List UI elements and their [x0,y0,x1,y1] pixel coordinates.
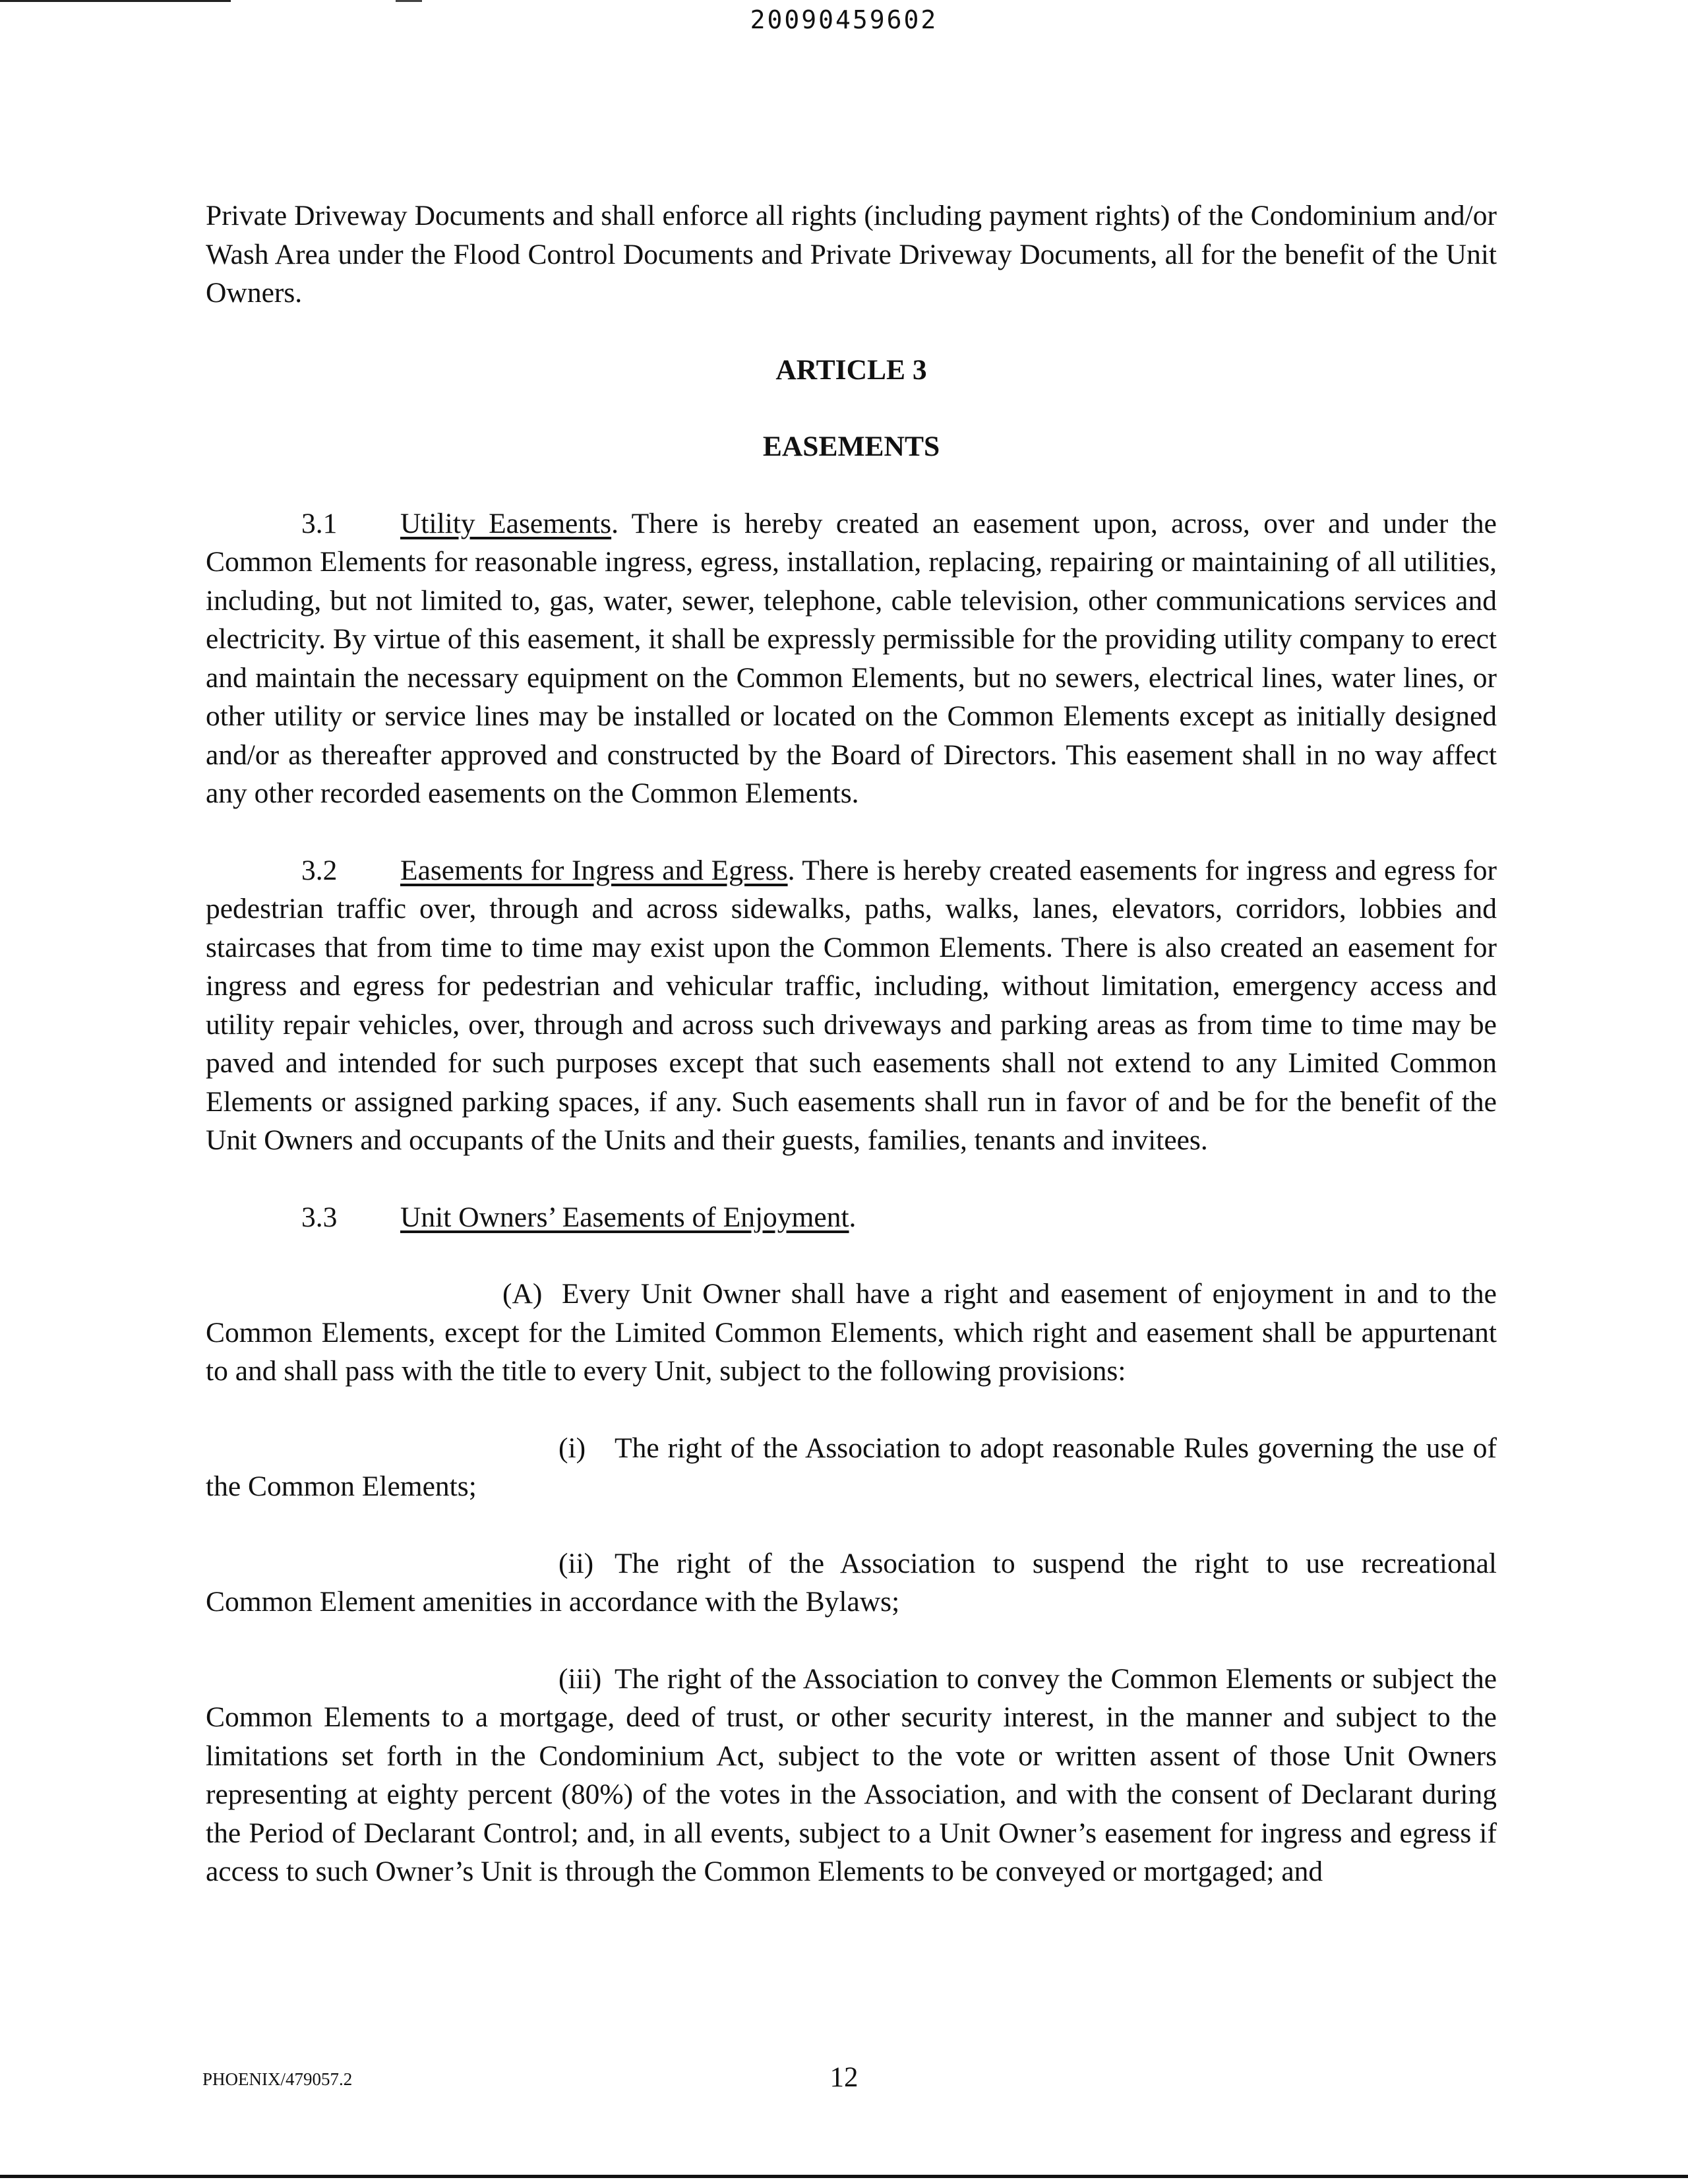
footer-document-id: PHOENIX/479057.2 [202,2069,353,2089]
section-heading: Easements for Ingress and Egress [400,854,788,886]
section-3-3 [206,1198,1497,1237]
provision-i [206,1429,1497,1506]
section-3-2 [206,851,1497,1160]
section-heading: Utility Easements [400,507,612,539]
section-body: . There is hereby created easements for ingress and egress for pedestrian traffic over, through and across sidewalks, paths, walks, lanes, elevators, corridors, lobbies and staircases that from time to time may exist upon the Common Elements. There is also created an easement for ingress and egress for pedestrian and vehicular traffic, including, without limitation, emergency access and utility repair vehicles, over, through and across such driveways and parking areas as from time to time may be paved and intended for such purposes except that such easements shall not extend to any Limited Common Elements or assigned parking spaces, if any. Such easements shall run in favor of and be for the benefit of the Unit Owners and occupants of the Units and their guests, families, tenants and invitees. [206,854,1497,1156]
subsection-label: (A) [502,1278,543,1310]
provision-text: The right of the Association to convey the Common Elements or subject the Common Elements to a mortgage, deed of trust, or other security interest, in the manner and subject to the limitations set forth in the Condominium Act, subject to the vote or written assent of those Unit Owners representing at eighty percent (80%) of the votes in the Association, and with the consent of Declarant during the Period of Declarant Control; and, in all events, subject to a Unit Owner’s easement for ingress and egress if access to such Owner’s Unit is through the Common Elements to be conveyed or mortgaged; and [206,1662,1497,1887]
article-title: EASEMENTS [762,431,940,462]
provision-ii [206,1544,1497,1622]
article-number: ARTICLE 3 [775,353,927,386]
provision-label: (iii) [558,1662,602,1695]
top-left-rule [0,0,231,2]
section-heading: Unit Owners’ Easements of Enjoyment [400,1201,849,1233]
provision-label: (ii) [558,1547,594,1579]
provision-text: The right of the Association to adopt reasonable Rules governing the use of the Common Elements; [206,1432,1497,1502]
recording-number: 20090459602 [750,5,938,34]
document-body [206,197,1497,1891]
subsection-a [206,1275,1497,1391]
top-scan-mark [396,0,422,2]
section-number: 3.2 [301,854,338,886]
section-number: 3.3 [301,1201,338,1233]
subsection-text: Every Unit Owner shall have a right and easement of enjoyment in and to the Common Elements, except for the Limited Common Elements, which right and easement shall be appurtenant to and shall pass with the title to every Unit, subject to the following provisions: [206,1278,1497,1387]
bottom-rule [0,2175,1688,2178]
section-number: 3.1 [301,507,338,539]
section-body: . [849,1201,857,1233]
section-body: . There is hereby created an easement upon, across, over and under the Common Elements for reasonable ingress, egress, installation, replacing, repairing or maintaining of all utilities, including, but not limited to, gas, water, sewer, telephone, cable television, other communications services and electricity. By virtue of this easement, it shall be expressly permissible for the providing utility company to erect and maintain the necessary equipment on the Common Elements, but no sewers, electrical lines, water lines, or other utility or service lines may be installed or located on the Common Elements except as initially designed and/or as thereafter approved and constructed by the Board of Directors. This easement shall in no way affect any other recorded easements on the Common Elements. [206,507,1497,809]
provision-label: (i) [558,1432,586,1464]
intro-paragraph: Private Driveway Documents and shall enforce all rights (including payment rights) of the Condominium and/or Wash Area under the Flood Control Documents and Private Driveway Documents, all for the benefit of the Unit Owners. [206,200,1497,309]
footer-page-number: 12 [829,2062,859,2093]
section-3-1 [206,504,1497,813]
provision-iii [206,1660,1497,1891]
provision-text: The right of the Association to suspend the right to use recreational Common Element amenities in accordance with the Bylaws; [206,1547,1497,1618]
